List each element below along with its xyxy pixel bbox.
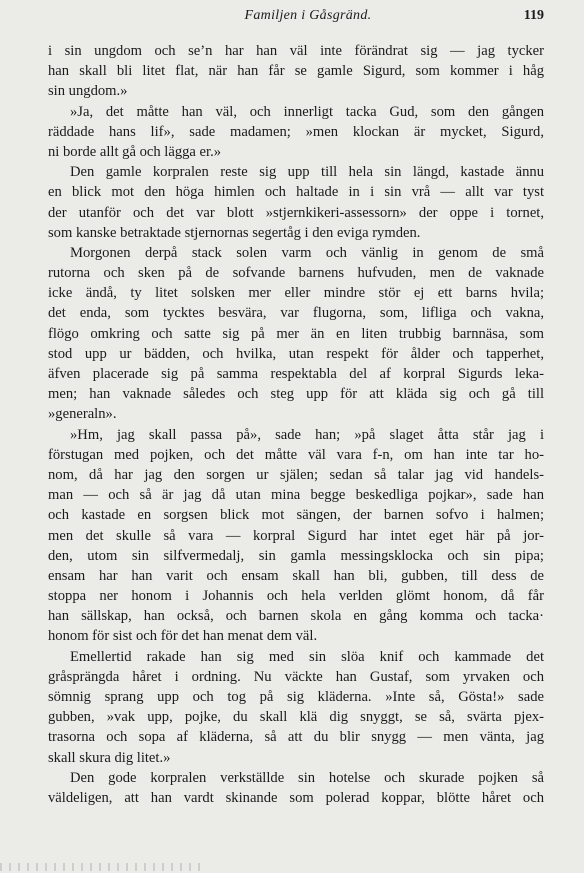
text-line: ni borde allt gå och lägga er.» [48,143,222,160]
text-line: »Ja, det måtte han väl, och innerligt tacka Gud, som den gången [70,103,544,120]
text-line: Morgonen derpå stack solen varm och vänlig in genom de små [70,244,544,261]
page-number: 119 [523,8,544,23]
text-line: väldeligen, att han vardt skinande som polerad koppar, blötte håret och [48,789,544,806]
text-line: och kastade en sorgsen blick mot sängen, der barnen sofvo i halmen; [48,507,544,524]
text-line: det enda, som tycktes besvära, var flugorna, som, lifliga och vakna, [48,305,544,322]
text-line: men det skulle så vara — korpral Sigurd har intet eget här på jor- [48,527,544,544]
text-line: sömnig sprang upp och tog på sig kläderna. »Inte så, Gösta!» sade [48,689,544,705]
text-line: nom, då har jag den sorgen ur själen; sedan så talar jag vid handels- [48,466,544,483]
text-line: man — och så är jag då utan mina begge beskedliga pojkar», sade han [48,487,544,504]
text-line: flögo omkring och satte sig på mer än en liten trubbig barnnäsa, som [48,325,544,342]
text-line: stoppa ner honom i Johannis och hela verlden glömt honom, då får [48,588,544,605]
text-line: gråsprängda håret i ordning. Nu väckte han Gustaf, som yrvaken och [48,668,544,685]
page-header [48,8,544,32]
text-line: han sällskap, han också, och barnen skola en gång komma och tacka· [48,608,544,625]
text-line: men; han vaknade således och steg upp för att kläda sig och gå till [48,386,544,403]
text-line: i sin ungdom och se’n har han väl inte förändrat sig — jag tycker [48,43,544,59]
text-line: honom för sist och för det han menat dem väl. [48,628,318,645]
text-line: den, utom sin silfvermedalj, sin gamla messingsklocka och sin pipa; [48,547,544,564]
text-line: icke ändå, ty litet solsken mer eller mindre stör ej ett barns hvila; [48,285,544,302]
text-line: »generaln». [48,406,117,423]
scan-artifact [0,863,200,871]
text-line: gubben, »vak upp, pojke, du skall klä dig snyggt, se så, svärta pjex- [48,709,544,726]
text-line: en blick mot den höga himlen och haltade in i sin vrå — allt var tyst [48,184,544,201]
text-line: äfven placerade sig på samma respektabla del af korpral Sigurds leka- [48,366,544,382]
running-head: Familjen i Gåsgränd. [244,8,372,23]
text-line: rutorna och sken på de sofvande barnens hufvuden, men de vaknade [48,265,544,282]
text-line: räddade hans lif», sade madamen; »men klockan är mycket, Sigurd, [48,123,544,140]
text-line: som kanske betraktade stjernornas segertåg i den eviga rymden. [48,224,421,241]
text-line: stod upp ur bädden, och hvilka, utan respekt för ålder och tapperhet, [48,345,544,362]
text-line: trasorna och sopa af kläderna, så att du blir snygg — men vänta, jag [48,729,544,746]
text-line: Den gamle korpralen reste sig upp till hela sin längd, kastade ännu [70,164,544,181]
body-text [48,41,544,808]
text-line: der utanför och det var blott »stjernkikeri-assessorn» der oppe i tornet, [48,204,544,221]
text-line: Den gode korpralen verkställde sin hotelse och skurade pojken så [70,769,544,786]
text-line: Emellertid rakade han sig med sin slöa knif och kammade det [70,648,544,665]
text-line: ensam har han varit och ensam skall han bli, gubben, till dess de [48,567,544,584]
text-line: sin ungdom.» [48,83,128,100]
text-line: »Hm, jag skall passa på», sade han; »på slaget åtta står jag i [70,426,544,443]
text-line: skall skura dig litet.» [48,749,171,766]
text-line: förstugan med pojken, och det måtte väl vara f-n, om han inte tar ho- [48,446,544,463]
text-line: han skall bli litet flat, när han får se gamle Sigurd, som kommer i håg [48,63,544,80]
